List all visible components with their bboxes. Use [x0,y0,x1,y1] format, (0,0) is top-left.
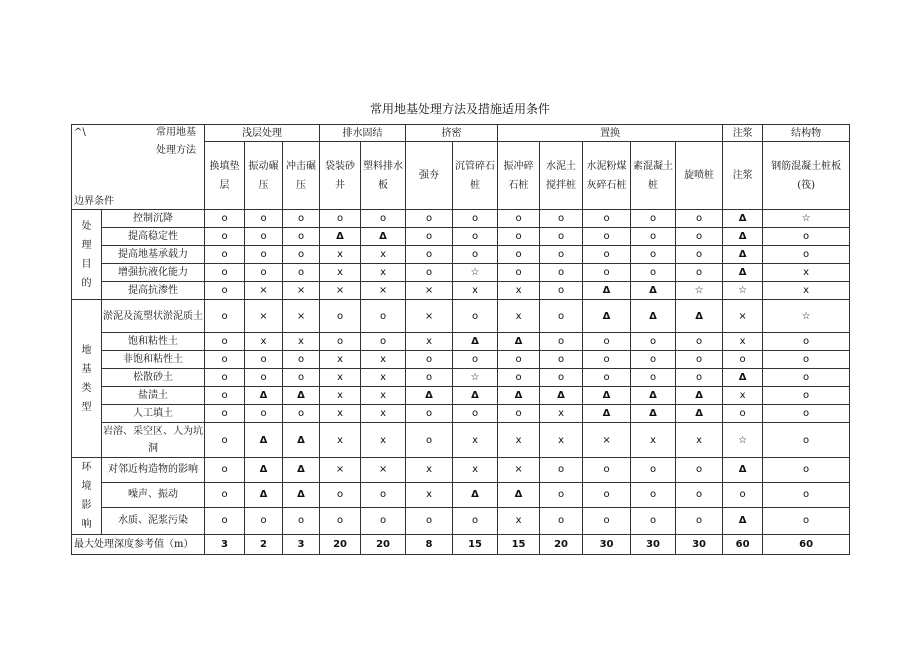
suitability-cell: o [583,210,631,228]
suitability-cell: o [245,264,283,282]
suitability-cell: o [320,482,361,507]
suitability-cell: o [763,423,850,458]
depth-row [72,535,850,555]
suitability-cell: Δ [361,228,406,246]
suitability-cell: o [676,228,723,246]
suitability-cell: x [245,333,283,351]
suitability-cell: Δ [676,300,723,333]
suitability-cell: Δ [453,333,498,351]
suitability-cell: x [361,405,406,423]
group-header: 置换 [498,125,723,142]
suitability-cell: Δ [583,387,631,405]
suitability-cell: o [245,507,283,534]
condition-label: 水质、泥浆污染 [102,507,205,534]
suitability-cell: o [453,246,498,264]
condition-label: 提高地基承载力 [102,246,205,264]
suitability-cell: o [283,264,320,282]
suitability-cell: o [583,482,631,507]
suitability-cell: o [723,482,763,507]
depth-value: 3 [283,535,320,555]
suitability-cell: Δ [583,282,631,300]
suitability-cell: x [453,423,498,458]
suitability-cell: x [406,482,453,507]
suitability-cell: Δ [245,423,283,458]
condition-label: 岩溶、采空区、人为坑洞 [102,423,205,458]
suitability-cell: o [361,482,406,507]
suitability-cell: × [723,300,763,333]
method-header: 注浆 [723,142,763,210]
depth-value: 8 [406,535,453,555]
table-row [72,482,850,507]
table-row [72,300,850,333]
suitability-cell: o [245,369,283,387]
table-row [72,333,850,351]
suitability-cell: o [540,507,583,534]
suitability-cell: o [763,387,850,405]
suitability-cell: x [406,458,453,483]
suitability-cell: Δ [723,210,763,228]
suitability-cell: o [406,264,453,282]
suitability-cell: x [723,387,763,405]
suitability-cell: o [406,246,453,264]
corner-condition: 边界条件 [74,196,114,207]
suitability-cell: o [540,282,583,300]
suitability-cell: o [205,369,245,387]
suitability-cell: o [763,228,850,246]
suitability-cell: x [631,423,676,458]
suitability-cell: o [453,228,498,246]
suitability-cell: o [763,333,850,351]
suitability-cell: o [583,351,631,369]
depth-value: 3 [205,535,245,555]
condition-label: 增强抗液化能力 [102,264,205,282]
suitability-cell: o [406,369,453,387]
suitability-cell: Δ [283,423,320,458]
condition-label: 噪声、振动 [102,482,205,507]
suitability-cell: x [540,405,583,423]
suitability-cell: o [583,264,631,282]
suitability-cell: o [361,210,406,228]
suitability-cell: Δ [723,246,763,264]
method-header: 塑料排水板 [361,142,406,210]
suitability-cell: Δ [406,387,453,405]
suitability-cell: o [676,458,723,483]
condition-label: 提高抗渗性 [102,282,205,300]
suitability-cell: o [540,228,583,246]
table-row [72,282,850,300]
section-label-text: 处理目的 [81,220,92,289]
suitability-cell: o [205,228,245,246]
suitability-cell: x [320,423,361,458]
suitability-cell: x [320,387,361,405]
suitability-cell: ☆ [676,282,723,300]
suitability-cell: o [453,210,498,228]
suitability-cell: o [498,228,540,246]
suitability-cell: x [361,264,406,282]
suitability-cell: o [320,333,361,351]
depth-value: 15 [453,535,498,555]
suitability-cell: o [583,458,631,483]
suitability-cell: o [676,369,723,387]
suitability-cell: o [205,482,245,507]
suitability-cell: o [283,351,320,369]
suitability-cell: o [283,405,320,423]
method-table [71,124,850,555]
suitability-cell: o [676,210,723,228]
suitability-cell: x [361,423,406,458]
suitability-cell: × [245,282,283,300]
corner-mark: ^\ [74,127,86,138]
condition-label: 非饱和粘性土 [102,351,205,369]
suitability-cell: o [540,333,583,351]
suitability-cell: x [498,282,540,300]
group-header: 排水固结 [320,125,406,142]
method-header: 换填垫层 [205,142,245,210]
suitability-cell: x [498,423,540,458]
suitability-cell: o [631,228,676,246]
suitability-cell: o [763,458,850,483]
suitability-cell: o [631,458,676,483]
suitability-cell: o [631,369,676,387]
suitability-cell: o [676,482,723,507]
suitability-cell: x [320,264,361,282]
depth-value: 2 [245,535,283,555]
suitability-cell: o [406,351,453,369]
suitability-cell: Δ [453,482,498,507]
suitability-cell: Δ [283,458,320,483]
suitability-cell: o [245,210,283,228]
suitability-cell: Δ [723,264,763,282]
suitability-cell: Δ [283,387,320,405]
suitability-cell: o [205,387,245,405]
suitability-cell: o [498,369,540,387]
suitability-cell: o [453,507,498,534]
suitability-cell: × [406,282,453,300]
condition-label: 松散砂土 [102,369,205,387]
suitability-cell: o [283,369,320,387]
suitability-cell: x [763,282,850,300]
suitability-cell: × [498,458,540,483]
suitability-cell: o [205,246,245,264]
method-header: 袋装砂井 [320,142,361,210]
suitability-cell: o [631,210,676,228]
suitability-cell: o [540,351,583,369]
table-row [72,405,850,423]
suitability-cell: × [320,282,361,300]
suitability-cell: Δ [498,333,540,351]
table-row [72,423,850,458]
suitability-cell: o [205,458,245,483]
suitability-cell: o [205,333,245,351]
suitability-cell: o [631,482,676,507]
suitability-cell: Δ [631,387,676,405]
suitability-cell: ☆ [453,264,498,282]
suitability-cell: o [205,405,245,423]
depth-value: 60 [723,535,763,555]
depth-value: 60 [763,535,850,555]
suitability-cell: ☆ [763,210,850,228]
suitability-cell: o [676,351,723,369]
suitability-cell: × [283,282,320,300]
table-row [72,264,850,282]
suitability-cell: o [631,246,676,264]
suitability-cell: Δ [245,458,283,483]
suitability-cell: o [406,228,453,246]
suitability-cell: o [498,351,540,369]
suitability-cell: o [205,507,245,534]
suitability-cell: o [205,210,245,228]
suitability-cell: x [320,369,361,387]
suitability-cell: ☆ [723,423,763,458]
suitability-cell: o [583,507,631,534]
suitability-cell: o [540,458,583,483]
suitability-cell: × [361,282,406,300]
depth-value: 20 [320,535,361,555]
table-row [72,387,850,405]
depth-value: 20 [361,535,406,555]
depth-value: 20 [540,535,583,555]
suitability-cell: × [320,458,361,483]
depth-value: 30 [631,535,676,555]
section-label-text: 环境影响 [81,462,92,530]
suitability-cell: o [283,507,320,534]
suitability-cell: x [320,405,361,423]
suitability-cell: x [453,458,498,483]
depth-label: 最大处理深度参考值（m） [72,535,205,555]
method-header: 振动碾压 [245,142,283,210]
method-header: 沉管碎石桩 [453,142,498,210]
suitability-cell: o [320,507,361,534]
suitability-cell: o [498,210,540,228]
suitability-cell: o [676,333,723,351]
suitability-cell: x [498,507,540,534]
method-header: 水泥土搅拌桩 [540,142,583,210]
condition-label: 人工填土 [102,405,205,423]
suitability-cell: o [406,210,453,228]
suitability-cell: × [283,300,320,333]
suitability-cell: x [406,333,453,351]
suitability-cell: o [320,300,361,333]
suitability-cell: × [583,423,631,458]
suitability-cell: o [631,507,676,534]
suitability-cell: o [631,264,676,282]
group-header: 挤密 [406,125,498,142]
suitability-cell: Δ [723,507,763,534]
suitability-cell: o [205,423,245,458]
group-header: 注浆 [723,125,763,142]
group-header: 浅层处理 [205,125,320,142]
suitability-cell: x [361,369,406,387]
suitability-cell: Δ [631,405,676,423]
suitability-cell: o [453,300,498,333]
suitability-cell: Δ [723,369,763,387]
suitability-cell: o [540,482,583,507]
suitability-cell: o [723,351,763,369]
depth-value: 15 [498,535,540,555]
suitability-cell: o [583,333,631,351]
method-header: 旋喷桩 [676,142,723,210]
suitability-cell: o [283,228,320,246]
suitability-cell: Δ [676,405,723,423]
section-label-text: 地基类型 [81,344,92,413]
suitability-cell: Δ [723,228,763,246]
suitability-cell: Δ [245,482,283,507]
suitability-cell: o [676,507,723,534]
suitability-cell: o [205,264,245,282]
suitability-cell: Δ [583,405,631,423]
suitability-cell: o [583,369,631,387]
suitability-cell: o [763,482,850,507]
suitability-cell: Δ [498,482,540,507]
suitability-cell: × [406,300,453,333]
suitability-cell: x [763,264,850,282]
suitability-cell: o [540,264,583,282]
suitability-cell: o [406,507,453,534]
suitability-cell: × [245,300,283,333]
suitability-cell: o [763,405,850,423]
section-label [72,210,102,300]
suitability-cell: Δ [631,300,676,333]
condition-label: 提高稳定性 [102,228,205,246]
suitability-cell: o [406,405,453,423]
suitability-cell: o [245,246,283,264]
suitability-cell: o [540,210,583,228]
corner-header [72,125,205,210]
method-header: 冲击碾压 [283,142,320,210]
corner-method-line2: 处理方法 [156,145,196,156]
suitability-cell: o [205,300,245,333]
suitability-cell: o [245,405,283,423]
section-label [72,458,102,535]
method-header: 钢筋混凝土桩板(筏) [763,142,850,210]
suitability-cell: x [283,333,320,351]
method-header: 强夯 [406,142,453,210]
suitability-cell: o [723,405,763,423]
suitability-cell: o [453,351,498,369]
suitability-cell: x [453,282,498,300]
suitability-cell: o [406,423,453,458]
suitability-cell: o [540,246,583,264]
suitability-cell: x [320,246,361,264]
suitability-cell: x [361,351,406,369]
group-header: 结构物 [763,125,850,142]
suitability-cell: Δ [723,458,763,483]
condition-label: 盐渍土 [102,387,205,405]
table-row [72,458,850,483]
suitability-cell: ☆ [453,369,498,387]
suitability-cell: o [676,246,723,264]
suitability-cell: x [540,423,583,458]
suitability-cell: Δ [453,387,498,405]
condition-label: 控制沉降 [102,210,205,228]
suitability-cell: o [631,333,676,351]
suitability-cell: o [498,246,540,264]
section-label [72,300,102,458]
suitability-cell: Δ [676,387,723,405]
suitability-cell: o [631,351,676,369]
suitability-cell: o [763,507,850,534]
table-row [72,210,850,228]
suitability-cell: o [245,351,283,369]
suitability-cell: o [361,507,406,534]
suitability-cell: Δ [283,482,320,507]
suitability-cell: x [498,300,540,333]
suitability-cell: x [723,333,763,351]
suitability-cell: o [498,264,540,282]
depth-value: 30 [676,535,723,555]
suitability-cell: x [361,246,406,264]
suitability-cell: Δ [583,300,631,333]
condition-label: 对邻近构造物的影响 [102,458,205,483]
suitability-cell: o [205,282,245,300]
suitability-cell: o [763,246,850,264]
suitability-cell: Δ [498,387,540,405]
suitability-cell: Δ [631,282,676,300]
suitability-cell: o [763,369,850,387]
suitability-cell: x [361,387,406,405]
suitability-cell: x [320,351,361,369]
suitability-cell: x [676,423,723,458]
method-header: 水泥粉煤灰碎石桩 [583,142,631,210]
suitability-cell: × [361,458,406,483]
suitability-cell: o [583,246,631,264]
suitability-cell: o [283,246,320,264]
table-row [72,246,850,264]
suitability-cell: o [205,351,245,369]
condition-label: 饱和粘性土 [102,333,205,351]
suitability-cell: o [540,369,583,387]
suitability-cell: o [498,405,540,423]
suitability-cell: ☆ [763,300,850,333]
suitability-cell: o [361,333,406,351]
table-row [72,507,850,534]
table-row [72,228,850,246]
suitability-cell: o [283,210,320,228]
table-row [72,369,850,387]
page-title: 常用地基处理方法及措施适用条件 [369,102,550,116]
suitability-cell: o [320,210,361,228]
table-row [72,351,850,369]
condition-label: 淤泥及流塑状淤泥质土 [102,300,205,333]
suitability-cell: Δ [320,228,361,246]
suitability-cell: Δ [245,387,283,405]
suitability-cell: Δ [540,387,583,405]
suitability-cell: ☆ [723,282,763,300]
corner-method-line1: 常用地基 [156,127,196,138]
suitability-cell: o [763,351,850,369]
suitability-cell: o [676,264,723,282]
suitability-cell: o [361,300,406,333]
method-header: 振冲碎石桩 [498,142,540,210]
suitability-cell: o [583,228,631,246]
suitability-cell: o [453,405,498,423]
method-header: 素混凝土桩 [631,142,676,210]
suitability-cell: o [540,300,583,333]
suitability-cell: o [245,228,283,246]
depth-value: 30 [583,535,631,555]
